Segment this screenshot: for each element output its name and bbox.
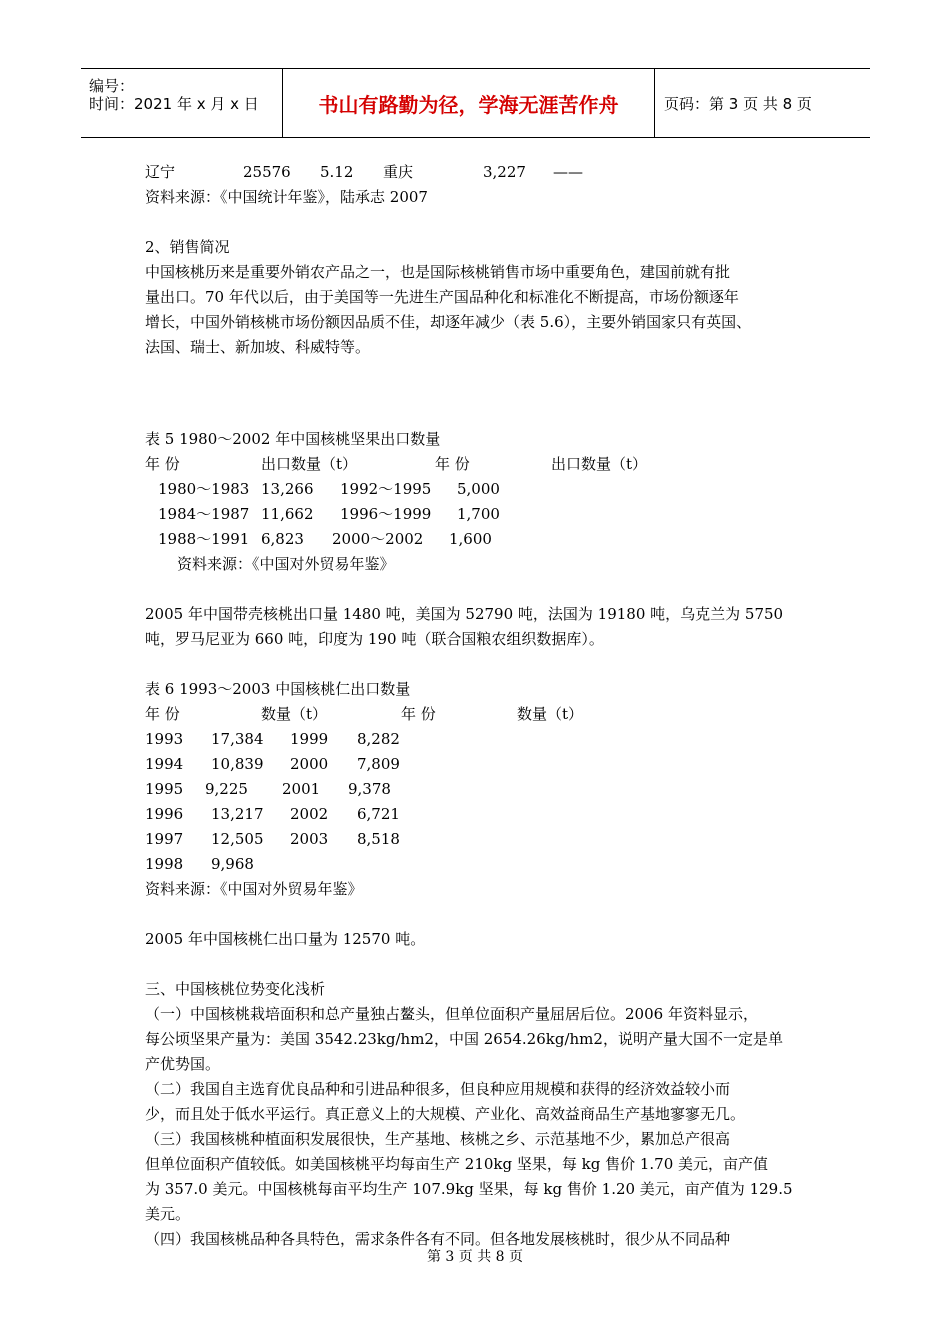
paragraph-line: （二）我国自主选育优良品种和引进品种很多，但良种应用规模和获得的经济效益较小而	[145, 1080, 731, 1098]
paragraph-line: 少，而且处于低水平运行。真正意义上的大规模、产业化、高效益商品生产基地寥寥无几。	[145, 1105, 746, 1123]
table-cell: 重庆	[383, 163, 414, 181]
table-cell: 5,000	[457, 480, 500, 498]
table-cell: 1997	[145, 830, 184, 848]
table-cell: 1996	[145, 805, 184, 823]
table-row	[145, 160, 825, 185]
table-cell: 8,282	[357, 730, 400, 748]
table-cell: 1996～1999	[340, 505, 432, 523]
section-heading: 三、中国核桃位势变化浅析	[145, 980, 326, 998]
page-info: 页码：第 3 页 共 8 页	[664, 94, 812, 113]
table-cell: 25576	[243, 163, 291, 181]
table-cell: 1988～1991	[158, 530, 250, 548]
paragraph-line: 为 357.0 美元。中国核桃每亩平均生产 107.9kg 坚果，每 kg 售价 1.20 美元，亩产值为 129.5	[145, 1180, 793, 1198]
table-header-row	[145, 702, 825, 727]
table-row	[145, 802, 825, 827]
source-note: 资料来源：《中国对外贸易年鉴》	[177, 555, 395, 573]
table-cell: 2002	[290, 805, 329, 823]
page-footer: 第 3 页 共 8 页	[426, 1249, 524, 1265]
document-header	[81, 68, 870, 138]
table-cell: 1995	[145, 780, 184, 798]
table-cell: 辽宁	[145, 163, 176, 181]
column-header: 数量（t）	[517, 705, 584, 723]
table-row	[145, 777, 825, 802]
paragraph-line: （三）我国核桃种植面积发展很快，生产基地、核桃之乡、示范基地不少，累加总产很高	[145, 1130, 731, 1148]
table-cell: 6,721	[357, 805, 400, 823]
table-cell: 6,823	[261, 530, 304, 548]
column-header: 出口数量（t）	[551, 455, 648, 473]
paragraph-line: （四）我国核桃品种各具特色，需求条件各有不同。但各地发展核桃时，很少从不同品种	[145, 1230, 731, 1248]
table-cell: 1998	[145, 855, 184, 873]
date-label: 时间：2021 年 x 月 x 日	[89, 95, 259, 113]
paragraph-line: 中国核桃历来是重要外销农产品之一，也是国际核桃销售市场中重要角色，建国前就有批	[145, 263, 731, 281]
table-cell: 2000	[290, 755, 329, 773]
table-cell: 17,384	[211, 730, 264, 748]
table-cell: 13,217	[211, 805, 264, 823]
column-header: 年 份	[435, 455, 470, 473]
paragraph-line: 产优势国。	[145, 1055, 221, 1073]
paragraph-line: （一）中国核桃栽培面积和总产量独占鳌头，但单位面积产量屈居后位。2006 年资料显示，	[145, 1005, 758, 1023]
table-row	[145, 502, 825, 527]
table-row	[145, 752, 825, 777]
column-header: 年 份	[145, 705, 180, 723]
table-cell: 1994	[145, 755, 184, 773]
table-cell: 1980～1983	[158, 480, 250, 498]
table-cell: 1993	[145, 730, 184, 748]
motto-text: 书山有路勤为径，学海无涯苦作舟	[318, 92, 619, 117]
table-row	[145, 827, 825, 852]
paragraph-line: 2005 年中国核桃仁出口量为 12570 吨。	[145, 930, 426, 948]
table-row	[145, 527, 825, 552]
table-cell: 2003	[290, 830, 329, 848]
paragraph-line: 但单位面积产值较低。如美国核桃平均每亩生产 210kg 坚果，每 kg 售价 1.70 美元，亩产值	[145, 1155, 769, 1173]
paragraph-line: 美元。	[145, 1205, 191, 1223]
paragraph-line: 增长，中国外销核桃市场份额因品质不佳，却逐年减少（表 5.6），主要外销国家只有英国、	[145, 313, 752, 331]
table-cell: 11,662	[261, 505, 314, 523]
table-cell: 1984～1987	[158, 505, 250, 523]
table-row	[145, 852, 825, 877]
header-meta	[81, 69, 282, 137]
table-cell: 9,225	[205, 780, 248, 798]
table-cell: 2001	[282, 780, 321, 798]
table-cell: 1,600	[449, 530, 492, 548]
table-cell: 3,227	[483, 163, 526, 181]
paragraph-line: 量出口。70 年代以后，由于美国等一先进生产国品种化和标准化不断提高，市场份额逐年	[145, 288, 739, 306]
table-cell: 1992～1995	[340, 480, 432, 498]
table-cell: 9,378	[348, 780, 391, 798]
table-cell: 8,518	[357, 830, 400, 848]
table-cell: 13,266	[261, 480, 314, 498]
table-title: 表 6 1993～2003 中国核桃仁出口数量	[145, 680, 411, 698]
table-cell: 7,809	[357, 755, 400, 773]
column-header: 年 份	[401, 705, 436, 723]
table-cell: 1,700	[457, 505, 500, 523]
paragraph-line: 每公顷坚果产量为：美国 3542.23kg/hm2，中国 2654.26kg/hm2，说明产量大国不一定是单	[145, 1030, 783, 1048]
paragraph-line: 吨，罗马尼亚为 660 吨，印度为 190 吨（联合国粮农组织数据库）。	[145, 630, 604, 648]
paragraph-line: 2005 年中国带壳核桃出口量 1480 吨，美国为 52790 吨，法国为 19180 吨，乌克兰为 5750	[145, 605, 784, 623]
column-header: 年 份	[145, 455, 180, 473]
table-row	[145, 727, 825, 752]
document-body	[145, 160, 825, 1252]
table-cell: ——	[553, 163, 583, 181]
section-heading: 2、销售简况	[145, 238, 230, 256]
column-header: 数量（t）	[261, 705, 328, 723]
header-motto	[282, 69, 655, 137]
table-cell: 5.12	[320, 163, 354, 181]
number-label: 编号：	[89, 77, 135, 95]
table-cell: 12,505	[211, 830, 264, 848]
column-header: 出口数量（t）	[261, 455, 358, 473]
source-note-row	[145, 552, 825, 577]
table-cell: 9,968	[211, 855, 254, 873]
source-note: 资料来源：《中国对外贸易年鉴》	[145, 880, 363, 898]
table-row	[145, 477, 825, 502]
table-cell: 2000～2002	[332, 530, 424, 548]
table-header-row	[145, 452, 825, 477]
paragraph-line: 法国、瑞士、新加坡、科威特等。	[145, 338, 371, 356]
table-cell: 1999	[290, 730, 329, 748]
source-note: 资料来源：《中国统计年鉴》，陆承志 2007	[145, 188, 428, 206]
table-cell: 10,839	[211, 755, 264, 773]
table-title: 表 5 1980～2002 年中国核桃坚果出口数量	[145, 430, 441, 448]
